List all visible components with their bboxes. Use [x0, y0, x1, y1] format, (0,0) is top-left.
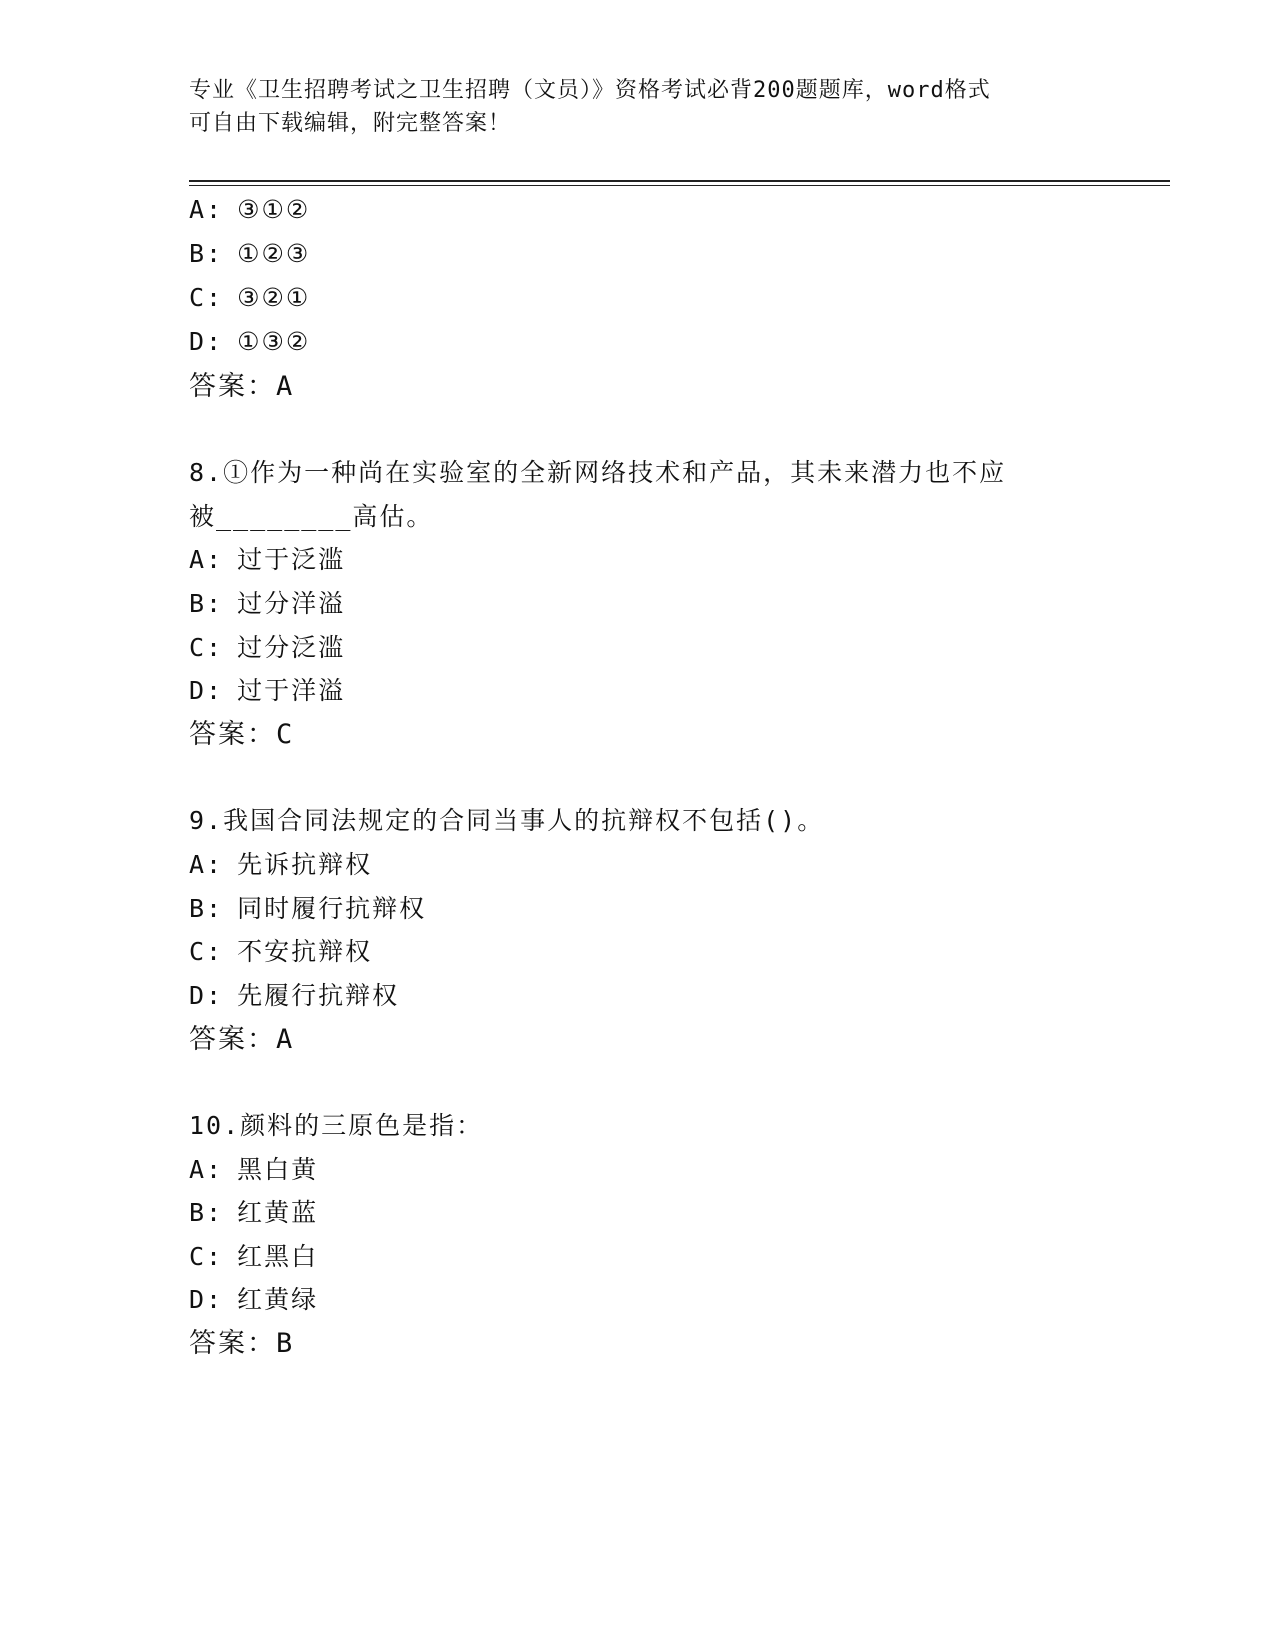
option-prefix: A:: [189, 1155, 224, 1184]
q7-option-a: [189, 193, 310, 227]
q9-option-d: [189, 979, 399, 1013]
answer-label: 答案：: [189, 1328, 276, 1359]
q7-option-b: [189, 237, 310, 271]
q7-option-d: [189, 325, 310, 359]
option-text: 同时履行抗辩权: [237, 894, 427, 923]
q7-answer: [189, 370, 292, 404]
answer-value: B: [276, 1328, 293, 1359]
option-prefix: D:: [189, 327, 224, 356]
q8-stem-line-1: 8.①作为一种尚在实验室的全新网络技术和产品，其未来潜力也不应: [189, 458, 1007, 487]
option-prefix: B:: [189, 894, 224, 923]
q8-answer: [189, 718, 292, 752]
option-text: 红黑白: [237, 1242, 319, 1271]
option-prefix: C:: [189, 937, 224, 966]
q9-answer: [189, 1023, 292, 1057]
header-divider-thin: [189, 185, 1170, 186]
header-divider-thick: [189, 180, 1170, 182]
q8-option-c: [189, 631, 345, 665]
option-prefix: A:: [189, 545, 224, 574]
q9-option-b: [189, 892, 426, 926]
q9-stem: 9.我国合同法规定的合同当事人的抗辩权不包括()。: [189, 806, 825, 835]
answer-label: 答案：: [189, 371, 276, 402]
option-text: 不安抗辩权: [237, 937, 373, 966]
q8-option-d: [189, 674, 345, 708]
q8-stem-line-2: 被________高估。: [189, 502, 434, 531]
q9-option-c: [189, 935, 372, 969]
option-prefix: A:: [189, 195, 224, 224]
document-header: [189, 74, 1089, 140]
q7-option-c: [189, 281, 310, 315]
q10-answer: [189, 1327, 292, 1361]
answer-value: C: [276, 719, 293, 750]
q10-option-a: [189, 1153, 318, 1187]
option-text: 红黄绿: [237, 1285, 319, 1314]
option-text: 黑白黄: [237, 1155, 319, 1184]
q10-option-b: [189, 1196, 318, 1230]
option-prefix: C:: [189, 1242, 224, 1271]
q10-stem: 10.颜料的三原色是指：: [189, 1111, 484, 1140]
option-prefix: B:: [189, 239, 224, 268]
q8-option-b: [189, 587, 345, 621]
option-prefix: D:: [189, 1285, 224, 1314]
option-text: 红黄蓝: [237, 1198, 319, 1227]
option-prefix: C:: [189, 283, 224, 312]
option-text: 过分泛滥: [237, 633, 346, 662]
option-prefix: A:: [189, 850, 224, 879]
answer-value: A: [276, 1024, 293, 1055]
option-text: 先履行抗辩权: [237, 981, 400, 1010]
q10-option-d: [189, 1283, 318, 1317]
header-line-1: 专业《卫生招聘考试之卫生招聘（文员）》资格考试必背200题题库，word格式: [189, 78, 991, 103]
header-line-2: 可自由下载编辑，附完整答案！: [189, 111, 512, 136]
option-prefix: C:: [189, 633, 224, 662]
option-text: 先诉抗辩权: [237, 850, 373, 879]
option-prefix: D:: [189, 676, 224, 705]
option-text: ①③②: [237, 327, 311, 356]
option-text: ③②①: [237, 283, 311, 312]
option-prefix: B:: [189, 589, 224, 618]
q8-option-a: [189, 543, 345, 577]
option-text: 过分洋溢: [237, 589, 346, 618]
option-text: 过于泛滥: [237, 545, 346, 574]
option-prefix: D:: [189, 981, 224, 1010]
answer-label: 答案：: [189, 719, 276, 750]
option-text: ①②③: [237, 239, 311, 268]
answer-value: A: [276, 371, 293, 402]
answer-label: 答案：: [189, 1024, 276, 1055]
option-text: ③①②: [237, 195, 311, 224]
option-text: 过于洋溢: [237, 676, 346, 705]
q10-option-c: [189, 1240, 318, 1274]
option-prefix: B:: [189, 1198, 224, 1227]
q9-option-a: [189, 848, 372, 882]
